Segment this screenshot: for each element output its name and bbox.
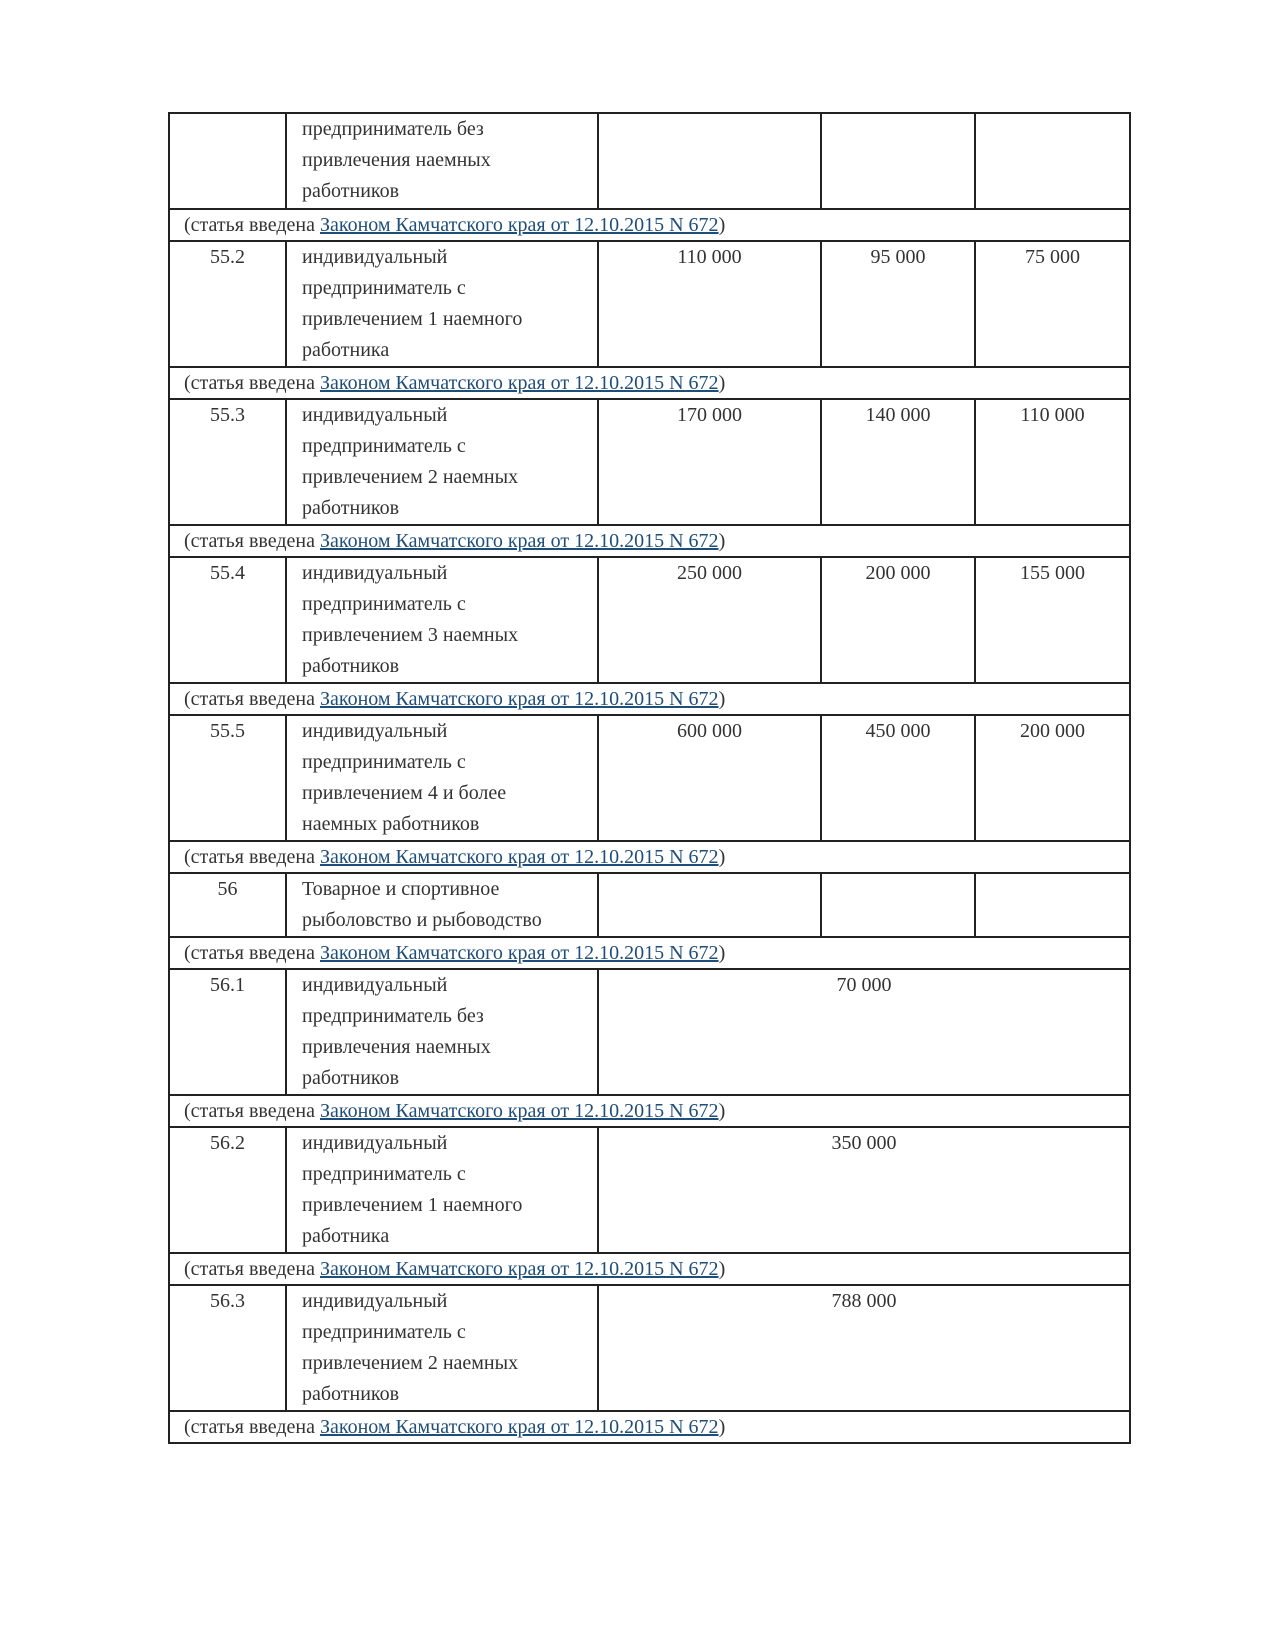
row-number-cell: 55.4: [169, 557, 286, 683]
amendment-note: [169, 209, 1130, 241]
law-link[interactable]: Законом Камчатского края от 12.10.2015 N 672: [319, 942, 719, 964]
note-prefix: (статья введена: [184, 1258, 320, 1280]
description-line: предприниматель без: [302, 1005, 484, 1027]
rate-value-cell: 350 000: [598, 1127, 1130, 1253]
description-line: предприниматель с: [302, 593, 466, 615]
description-line: привлечения наемных: [302, 1036, 491, 1058]
rate-v3-cell: [975, 873, 1130, 937]
description-line: индивидуальный: [302, 562, 448, 584]
note-suffix: ): [718, 846, 726, 868]
row-description-cell: [286, 557, 598, 683]
row-description-cell: [286, 873, 598, 937]
description-line: индивидуальный: [302, 404, 448, 426]
rate-v3-cell: 110 000: [975, 399, 1130, 525]
rate-v1-cell: 250 000: [598, 557, 821, 683]
table-row: [169, 1285, 1130, 1411]
note-suffix: ): [718, 942, 726, 964]
description-line: индивидуальный: [302, 720, 448, 742]
rate-v2-cell: 200 000: [821, 557, 975, 683]
row-description-cell: [286, 1127, 598, 1253]
row-description-cell: [286, 399, 598, 525]
note-prefix: (статья введена: [184, 1100, 320, 1122]
rate-v1-cell: [598, 873, 821, 937]
note-prefix: (статья введена: [184, 846, 320, 868]
description-line: индивидуальный: [302, 246, 448, 268]
rate-v3-cell: [975, 113, 1130, 209]
rate-v1-cell: 600 000: [598, 715, 821, 841]
rate-v2-cell: 450 000: [821, 715, 975, 841]
amendment-note-row: [169, 367, 1130, 399]
description-line: работников: [302, 1383, 400, 1405]
description-line: привлечением 1 наемного: [302, 308, 523, 330]
rate-value-cell: 70 000: [598, 969, 1130, 1095]
description-line: предприниматель с: [302, 277, 466, 299]
description-line: индивидуальный: [302, 1290, 448, 1312]
rate-v1-cell: [598, 113, 821, 209]
amendment-note: [169, 1411, 1130, 1443]
description-line: привлечением 2 наемных: [302, 466, 519, 488]
description-line: работников: [302, 180, 400, 202]
law-link[interactable]: Законом Камчатского края от 12.10.2015 N 672: [319, 1100, 719, 1122]
note-prefix: (статья введена: [184, 942, 320, 964]
row-number-cell: 56.1: [169, 969, 286, 1095]
note-suffix: ): [718, 1416, 726, 1438]
description-line: работников: [302, 1067, 400, 1089]
note-suffix: ): [718, 1258, 726, 1280]
amendment-note-row: [169, 683, 1130, 715]
rate-value-cell: 788 000: [598, 1285, 1130, 1411]
amendment-note-row: [169, 525, 1130, 557]
row-number-cell: [169, 113, 286, 209]
rate-v2-cell: [821, 113, 975, 209]
law-link[interactable]: Законом Камчатского края от 12.10.2015 N 672: [319, 1258, 719, 1280]
description-line: привлечением 4 и более: [302, 782, 507, 804]
description-line: индивидуальный: [302, 974, 448, 996]
note-prefix: (статья введена: [184, 530, 320, 552]
table-row: [169, 969, 1130, 1095]
note-suffix: ): [718, 688, 726, 710]
rate-v3-cell: 75 000: [975, 241, 1130, 367]
rate-v2-cell: [821, 873, 975, 937]
description-line: Товарное и спортивное: [302, 878, 500, 900]
amendment-note: [169, 1253, 1130, 1285]
note-suffix: ): [718, 530, 726, 552]
description-line: предприниматель с: [302, 751, 466, 773]
table-row: [169, 715, 1130, 841]
row-number-cell: 55.5: [169, 715, 286, 841]
description-line: индивидуальный: [302, 1132, 448, 1154]
row-description-cell: [286, 113, 598, 209]
description-line: работника: [302, 1225, 390, 1247]
amendment-note-row: [169, 1095, 1130, 1127]
row-description-cell: [286, 1285, 598, 1411]
table-row: [169, 241, 1130, 367]
note-prefix: (статья введена: [184, 688, 320, 710]
law-link[interactable]: Законом Камчатского края от 12.10.2015 N 672: [319, 1416, 719, 1438]
tax-rates-table: [168, 112, 1131, 1444]
note-suffix: ): [718, 214, 726, 236]
amendment-note: [169, 841, 1130, 873]
note-suffix: ): [718, 372, 726, 394]
description-line: наемных работников: [302, 813, 480, 835]
description-line: привлечением 1 наемного: [302, 1194, 523, 1216]
row-description-cell: [286, 715, 598, 841]
amendment-note-row: [169, 841, 1130, 873]
note-suffix: ): [718, 1100, 726, 1122]
amendment-note: [169, 1095, 1130, 1127]
law-link[interactable]: Законом Камчатского края от 12.10.2015 N 672: [319, 214, 719, 236]
description-line: работников: [302, 497, 400, 519]
description-line: привлечения наемных: [302, 149, 491, 171]
table-row: [169, 873, 1130, 937]
row-number-cell: 55.3: [169, 399, 286, 525]
rate-v2-cell: 140 000: [821, 399, 975, 525]
amendment-note: [169, 683, 1130, 715]
rate-v1-cell: 170 000: [598, 399, 821, 525]
rate-v2-cell: 95 000: [821, 241, 975, 367]
table-row: [169, 113, 1130, 209]
amendment-note: [169, 367, 1130, 399]
note-prefix: (статья введена: [184, 372, 320, 394]
description-line: привлечением 3 наемных: [302, 624, 519, 646]
row-number-cell: 56.2: [169, 1127, 286, 1253]
amendment-note: [169, 937, 1130, 969]
table-row: [169, 399, 1130, 525]
description-line: работников: [302, 655, 400, 677]
description-line: привлечением 2 наемных: [302, 1352, 519, 1374]
description-line: рыболовство и рыбоводство: [302, 909, 542, 931]
law-link[interactable]: Законом Камчатского края от 12.10.2015 N 672: [319, 846, 719, 868]
description-line: предприниматель без: [302, 118, 484, 140]
law-link[interactable]: Законом Камчатского края от 12.10.2015 N 672: [319, 530, 719, 552]
row-number-cell: 56: [169, 873, 286, 937]
description-line: предприниматель с: [302, 435, 466, 457]
amendment-note-row: [169, 209, 1130, 241]
row-number-cell: 55.2: [169, 241, 286, 367]
note-prefix: (статья введена: [184, 214, 320, 236]
table-row: [169, 1127, 1130, 1253]
table-body: [169, 113, 1130, 1443]
description-line: работника: [302, 339, 390, 361]
row-description-cell: [286, 241, 598, 367]
table-row: [169, 557, 1130, 683]
description-line: предприниматель с: [302, 1321, 466, 1343]
rate-v1-cell: 110 000: [598, 241, 821, 367]
law-link[interactable]: Законом Камчатского края от 12.10.2015 N 672: [319, 372, 719, 394]
description-line: предприниматель с: [302, 1163, 466, 1185]
amendment-note-row: [169, 1253, 1130, 1285]
rate-v3-cell: 200 000: [975, 715, 1130, 841]
note-prefix: (статья введена: [184, 1416, 320, 1438]
amendment-note-row: [169, 1411, 1130, 1443]
amendment-note: [169, 525, 1130, 557]
row-number-cell: 56.3: [169, 1285, 286, 1411]
law-link[interactable]: Законом Камчатского края от 12.10.2015 N 672: [319, 688, 719, 710]
rate-v3-cell: 155 000: [975, 557, 1130, 683]
amendment-note-row: [169, 937, 1130, 969]
row-description-cell: [286, 969, 598, 1095]
